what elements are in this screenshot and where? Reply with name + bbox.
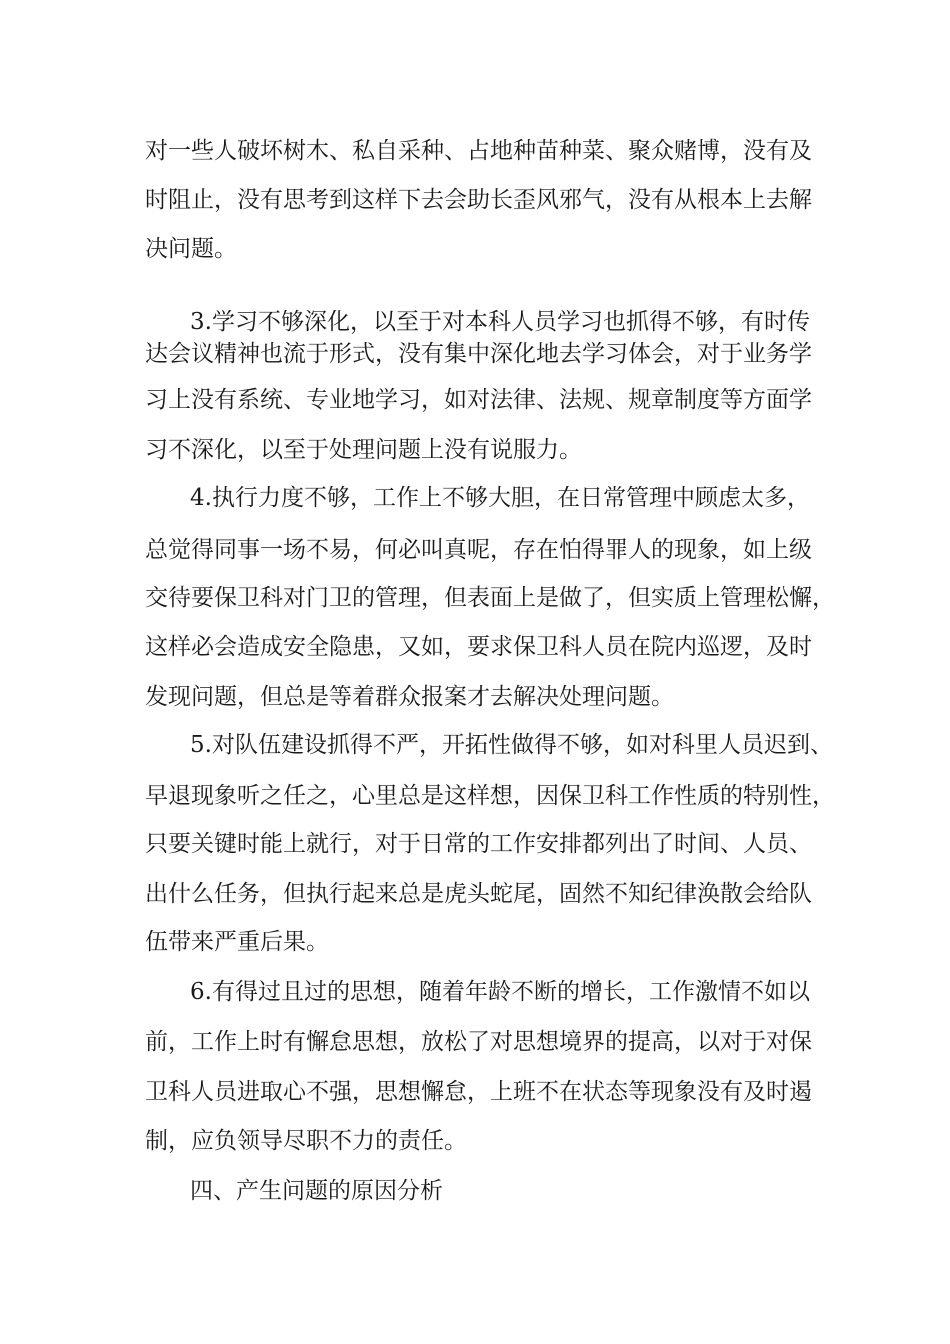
text-line: 伍带来严重后果。 xyxy=(145,929,329,955)
text-line: 这样必会造成安全隐患，又如，要求保卫科人员在院内巡逻，及时 xyxy=(145,634,812,660)
text-line: 总觉得同事一场不易，何必叫真呢，存在怕得罪人的现象，如上级 xyxy=(145,537,812,563)
text-line: 4.执行力度不够，工作上不够大胆，在日常管理中顾虑太多， xyxy=(190,485,810,511)
text-line: 6.有得过且过的思想，随着年龄不断的增长，工作激情不如以 xyxy=(190,979,810,1005)
text-line: 5.对队伍建设抓得不严，开拓性做得不够，如对科里人员迟到、 xyxy=(190,732,833,758)
text-line: 对一些人破坏树木、私自采种、占地种苗种菜、聚众赌博，没有及 xyxy=(145,138,812,164)
text-line: 出什么任务，但执行起来总是虎头蛇尾，固然不知纪律涣散会给队 xyxy=(145,881,812,907)
text-line: 只要关键时能上就行，对于日常的工作安排都列出了时间、人员、 xyxy=(145,831,812,857)
text-line: 习上没有系统、专业地学习，如对法律、法规、规章制度等方面学 xyxy=(145,387,812,413)
text-line: 时阻止，没有思考到这样下去会助长歪风邪气，没有从根本上去解 xyxy=(145,187,812,213)
text-line: 制，应负领导尽职不力的责任。 xyxy=(145,1128,467,1154)
text-line: 习不深化，以至于处理问题上没有说服力。 xyxy=(145,437,582,463)
text-line: 交待要保卫科对门卫的管理，但表面上是做了，但实质上管理松懈， xyxy=(145,585,835,611)
text-line: 3.学习不够深化，以至于对本科人员学习也抓得不够，有时传 xyxy=(190,309,810,335)
section-heading: 四、产生问题的原因分析 xyxy=(190,1178,443,1204)
text-line: 达会议精神也流于形式，没有集中深化地去学习体会，对于业务学 xyxy=(145,341,812,367)
text-line: 决问题。 xyxy=(145,236,237,262)
text-line: 前，工作上时有懈怠思想，放松了对思想境界的提高，以对于对保 xyxy=(145,1029,812,1055)
text-line: 发现问题，但总是等着群众报案才去解决处理问题。 xyxy=(145,684,674,710)
text-line: 早退现象听之任之，心里总是这样想，因保卫科工作性质的特别性， xyxy=(145,783,835,809)
text-line: 卫科人员进取心不强，思想懈怠，上班不在状态等现象没有及时遏 xyxy=(145,1079,812,1105)
